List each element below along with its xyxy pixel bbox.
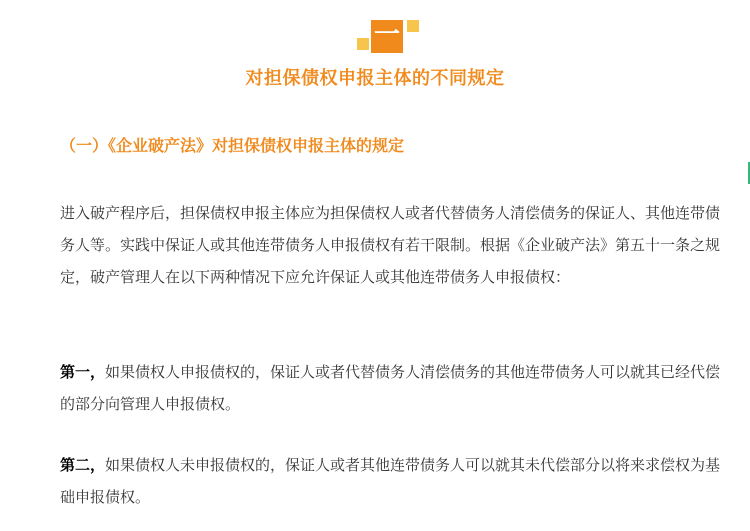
paragraph-second-case: [60, 449, 725, 513]
section-number: 一: [371, 20, 403, 53]
section-title: 对担保债权申报主体的不同规定: [245, 68, 505, 89]
paragraph-text: 进入破产程序后，担保债权申报主体应为担保债权人或者代替债务人清偿债务的保证人、其他连带债务人等。实践中保证人或其他连带债务人申报债权有若干限制。根据《企业破产法》第五十一条之规定，破产管理人在以下两种情况下应允许保证人或其他连带债务人申报债权：: [60, 204, 721, 286]
paragraph-intro: [60, 197, 725, 293]
paragraph-first-case: [60, 356, 725, 420]
paragraph-lead: 第二，: [60, 456, 106, 474]
section-number-badge: [357, 18, 421, 56]
paragraph-text: 如果债权人未申报债权的，保证人或者其他连带债务人可以就其未代偿部分以将来求偿权为基础申报债权。: [60, 456, 721, 506]
decorative-square: [407, 20, 419, 32]
paragraph-lead: 第一，: [60, 363, 106, 381]
subsection-heading: （一）《企业破产法》对担保债权申报主体的规定: [60, 136, 405, 155]
paragraph-text: 如果债权人申报债权的，保证人或者代替债务人清偿债务的其他连带债务人可以就其已经代偿的部分向管理人申报债权。: [60, 363, 721, 413]
decorative-square: [357, 38, 369, 50]
